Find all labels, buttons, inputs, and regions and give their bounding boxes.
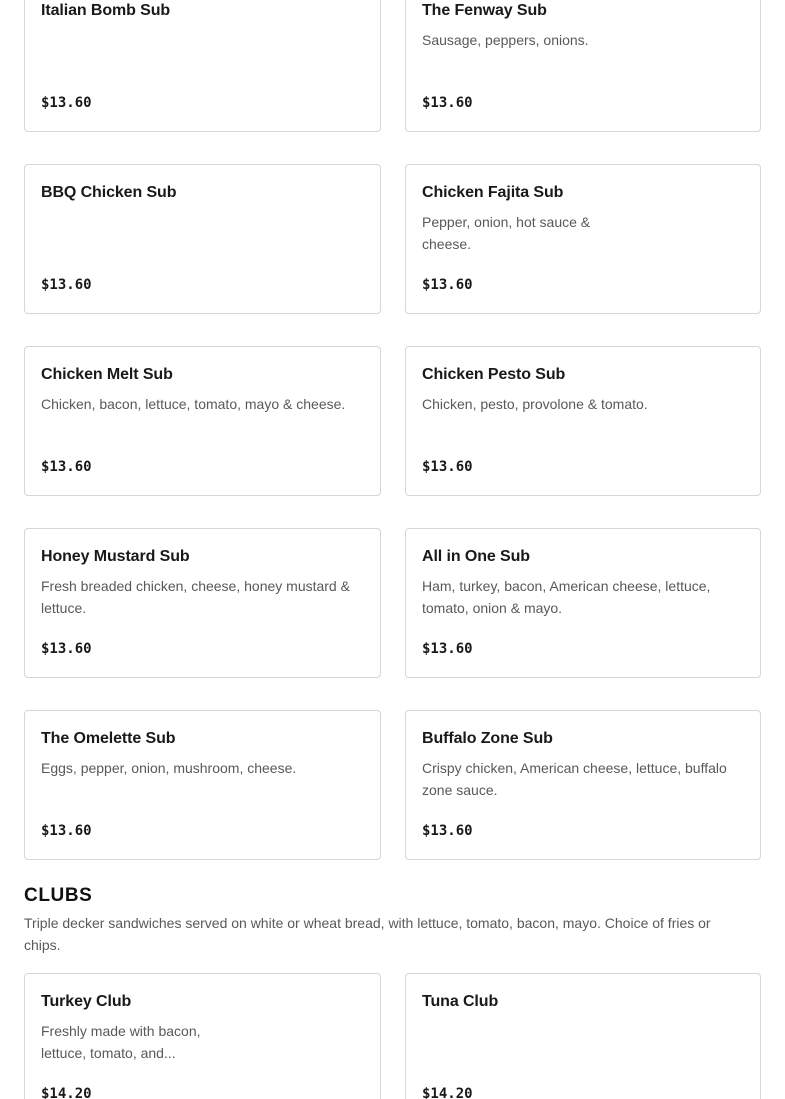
item-description: Chicken, bacon, lettuce, tomato, mayo & cheese. <box>41 396 346 412</box>
item-price: $13.60 <box>41 641 92 657</box>
item-price: $13.60 <box>41 823 92 839</box>
item-price: $13.60 <box>422 95 473 111</box>
item-description: Chicken, pesto, provolone & tomato. <box>422 396 648 412</box>
item-price: $13.60 <box>41 277 92 293</box>
item-price: $13.60 <box>41 459 92 475</box>
item-name: Chicken Melt Sub <box>41 366 173 383</box>
menu-item-card[interactable] <box>405 710 761 860</box>
item-price: $14.20 <box>41 1086 92 1099</box>
item-description: Freshly made with bacon, lettuce, tomato, and... <box>41 1023 201 1061</box>
item-name: The Omelette Sub <box>41 730 176 747</box>
clubs-grid <box>24 973 761 1099</box>
menu-item-card[interactable] <box>24 164 381 314</box>
menu-item-card[interactable] <box>24 973 381 1099</box>
menu-item-card[interactable] <box>24 0 381 132</box>
item-name: Buffalo Zone Sub <box>422 730 553 747</box>
menu-item-card[interactable] <box>405 0 761 132</box>
section-title: CLUBS <box>24 885 93 906</box>
menu-item-card[interactable] <box>24 346 381 496</box>
item-price: $14.20 <box>422 1086 473 1099</box>
item-name: The Fenway Sub <box>422 2 547 19</box>
item-price: $13.60 <box>422 277 473 293</box>
item-price: $13.60 <box>422 459 473 475</box>
item-description: Eggs, pepper, onion, mushroom, cheese. <box>41 760 297 776</box>
item-price: $13.60 <box>422 823 473 839</box>
subs-grid <box>24 0 761 860</box>
item-description: Fresh breaded chicken, cheese, honey mustard & lettuce. <box>41 578 350 616</box>
menu-item-card[interactable] <box>24 528 381 678</box>
menu-item-card[interactable] <box>405 973 761 1099</box>
item-name: BBQ Chicken Sub <box>41 184 177 201</box>
menu-item-card[interactable] <box>24 710 381 860</box>
menu-item-card[interactable] <box>405 164 761 314</box>
menu-item-card[interactable] <box>405 528 761 678</box>
item-description: Ham, turkey, bacon, American cheese, lettuce, tomato, onion & mayo. <box>422 578 711 616</box>
item-name: Chicken Pesto Sub <box>422 366 566 383</box>
section-description: Triple decker sandwiches served on white or wheat bread, with lettuce, tomato, bacon, mayo. Choice of fries or chips. <box>24 915 711 953</box>
item-name: Tuna Club <box>422 993 499 1010</box>
item-name: Turkey Club <box>41 993 132 1010</box>
item-description: Sausage, peppers, onions. <box>422 32 589 48</box>
item-price: $13.60 <box>422 641 473 657</box>
item-name: All in One Sub <box>422 548 530 565</box>
item-description: Pepper, onion, hot sauce & cheese. <box>422 214 591 252</box>
item-name: Chicken Fajita Sub <box>422 184 564 201</box>
item-description: Crispy chicken, American cheese, lettuce, buffalo zone sauce. <box>422 760 727 798</box>
item-price: $13.60 <box>41 95 92 111</box>
menu-item-card[interactable] <box>405 346 761 496</box>
item-name: Honey Mustard Sub <box>41 548 190 565</box>
item-name: Italian Bomb Sub <box>41 2 171 19</box>
